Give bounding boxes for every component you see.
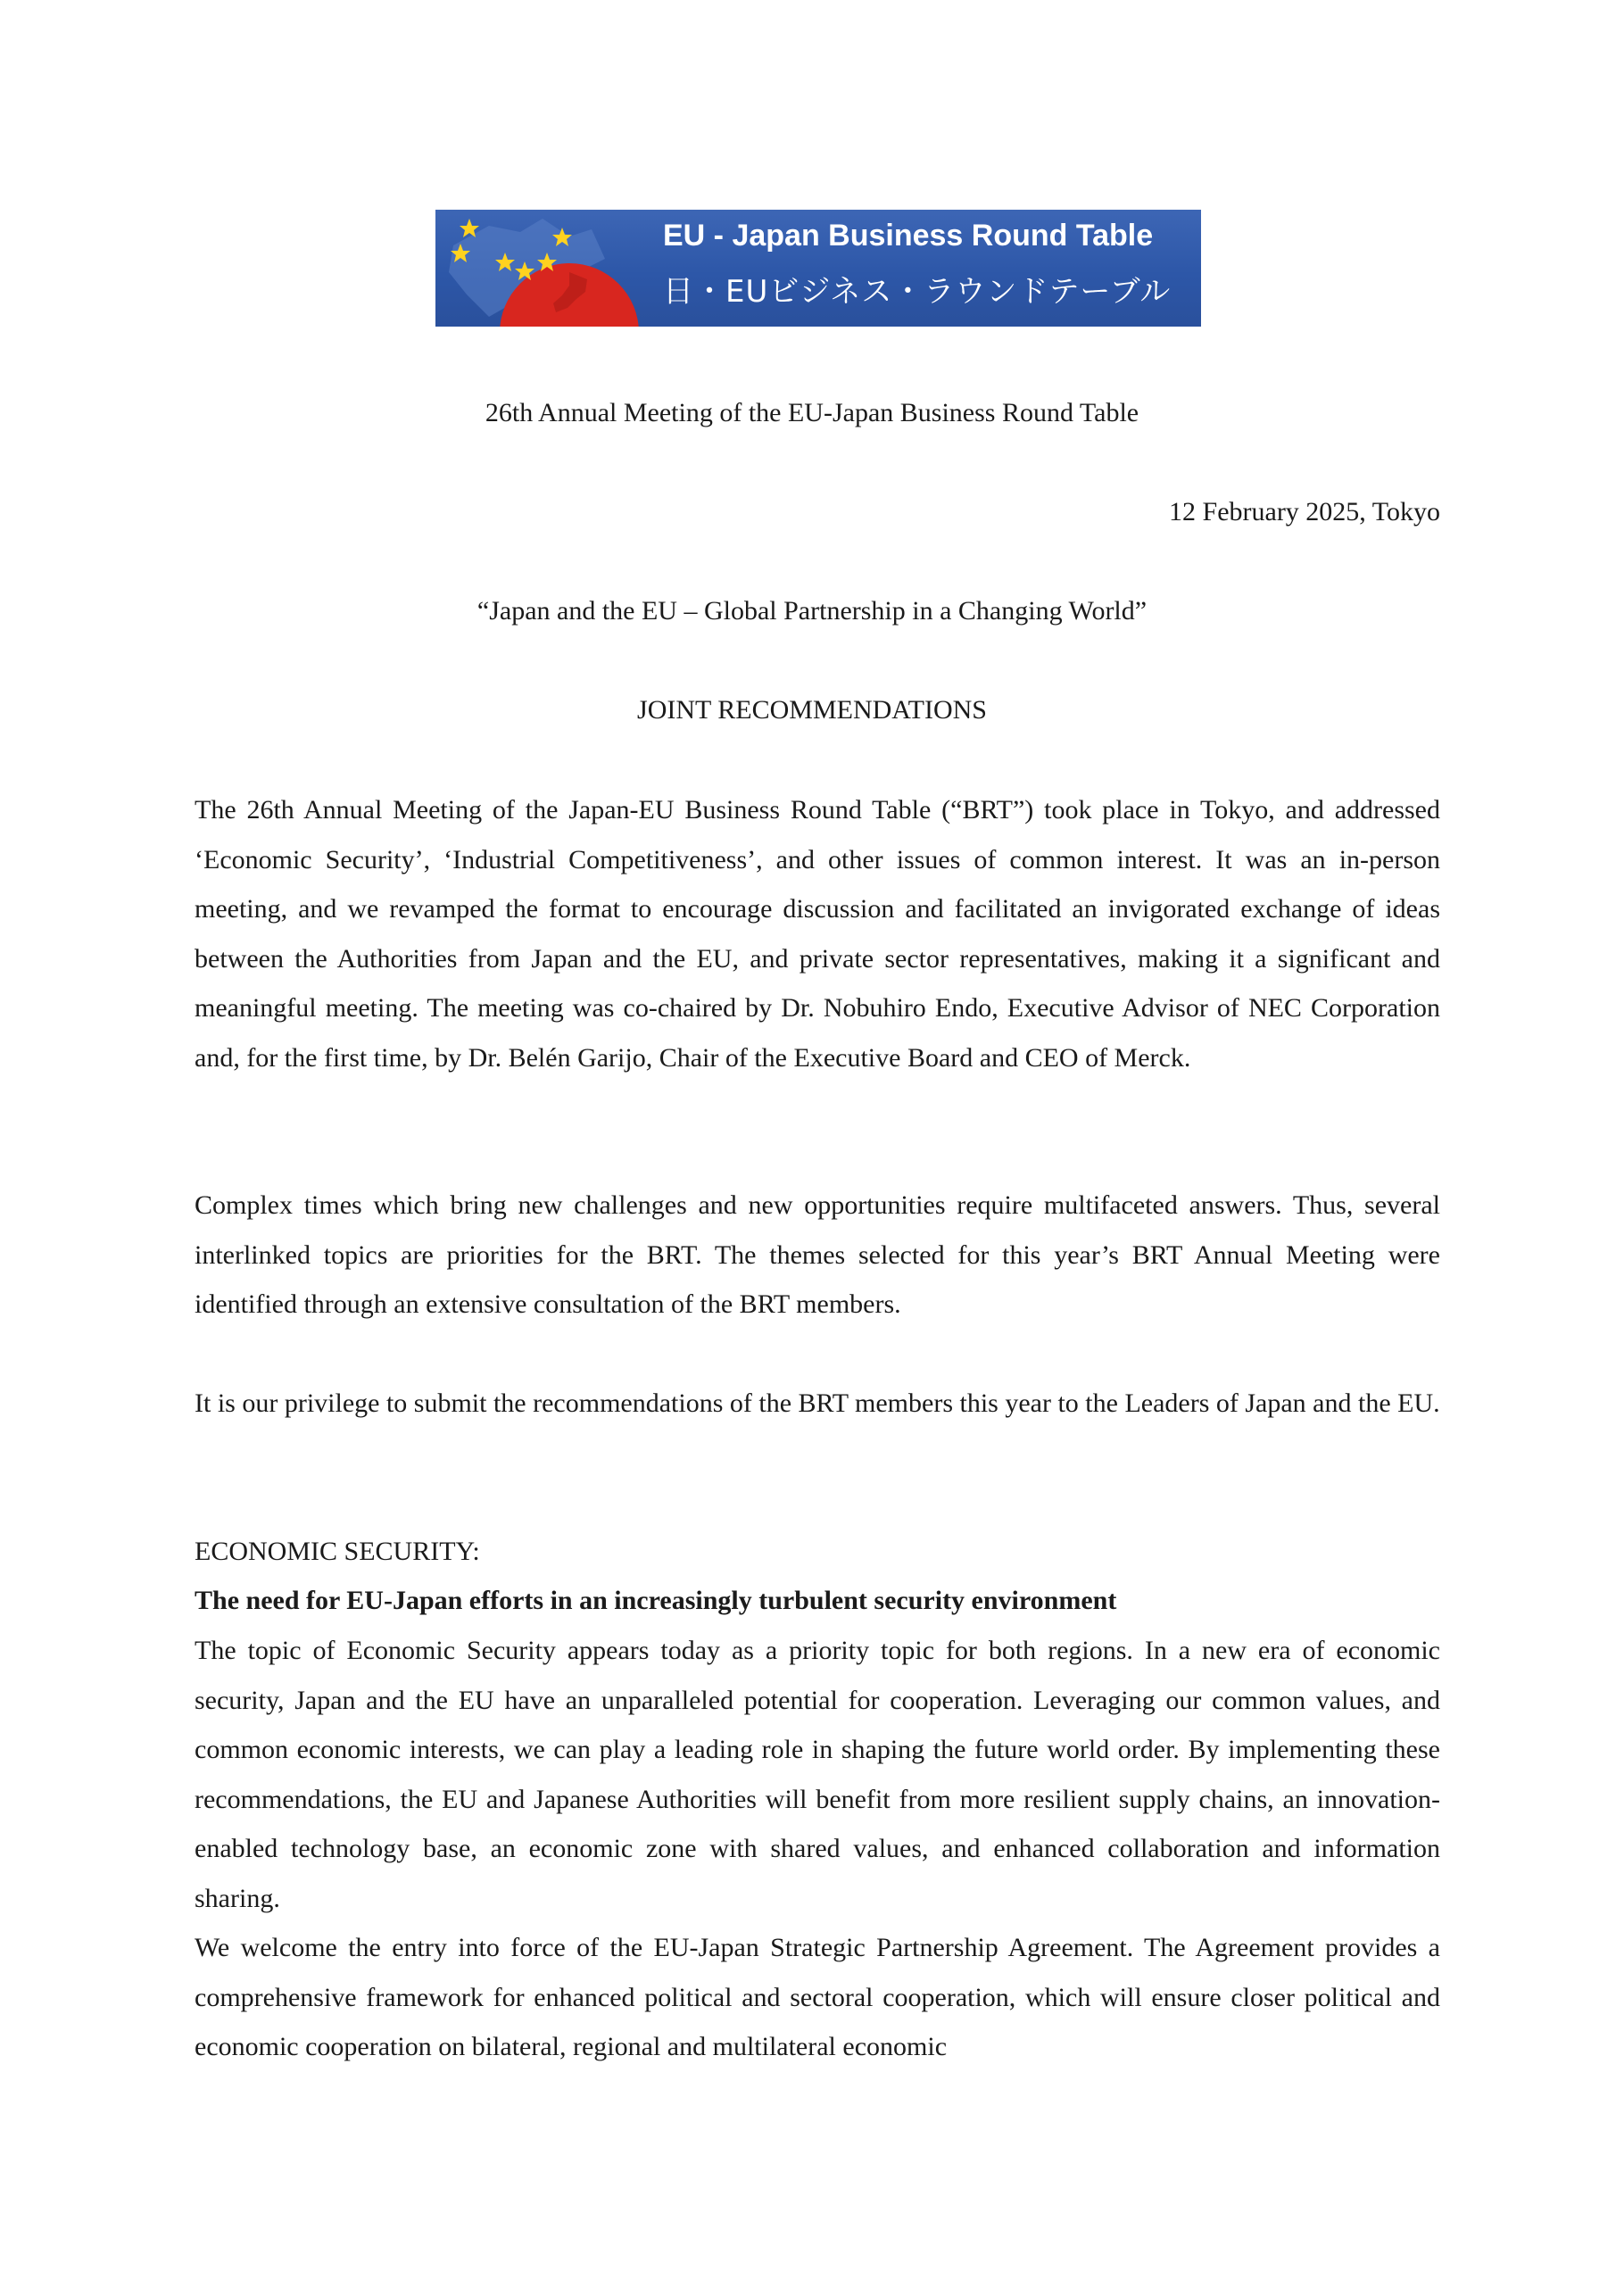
meeting-title: 26th Annual Meeting of the EU-Japan Business Round Table [485,398,1139,427]
section-heading: ECONOMIC SECURITY: [195,1537,480,1566]
themes-paragraph: Complex times which bring new challenges and new opportunities require multifaceted answers. Thus, several interlinked topics are priorities for the BRT. The themes selected for this year’s BRT Annual Meeting were identified through an extensive consultation of the BRT members. [195,1190,1440,1319]
doc-heading: JOINT RECOMMENDATIONS [637,695,987,725]
section-body-paragraph: The topic of Economic Security appears today as a priority topic for both regions. In a new era of economic security, Japan and the EU have an unparalleled potential for cooperation. Leveraging our common values, and common economic interests, we can play a leading role in shaping the future world order. By implementing these recommendations, the EU and Japanese Authorities will benefit from more resilient supply chains, an innovation-enabled technology base, an economic zone with shared values, and enhanced collaboration and information sharing. [195,1636,1440,1913]
theme-title: “Japan and the EU – Global Partnership in a Changing World” [476,596,1148,626]
intro-paragraph: The 26th Annual Meeting of the Japan-EU Business Round Table (“BRT”) took place in Tokyo, and addressed ‘Economic Security’, ‘Industrial Competitiveness’, and other issues of common interest. It was an in-person meeting, and we revamped the format to encourage discussion and facilitated an invigorated exchange of ideas between the Authorities from Japan and the EU, and private sector representatives, making it a significant and meaningful meeting. The meeting was co-chaired by Dr. Nobuhiro Endo, Executive Advisor of NEC Corporation and, for the first time, by Dr. Belén Garijo, Chair of the Executive Board and CEO of Merck. [195,795,1440,1073]
banner-title: EU - Japan Business Round Table [663,219,1154,253]
date-location: 12 February 2025, Tokyo [1169,497,1440,526]
banner-subtitle: 日・EUビジネス・ラウンドテーブル [663,274,1172,310]
eu-japan-brt-logo-banner [435,210,1201,327]
privilege-paragraph: It is our privilege to submit the recommendations of the BRT members this year to the Leaders of Japan and the EU. [195,1388,1440,1418]
section-subheading: The need for EU-Japan efforts in an increasingly turbulent security environment [195,1586,1117,1615]
section-body-paragraph: We welcome the entry into force of the EU-Japan Strategic Partnership Agreement. The Agreement provides a comprehensive framework for enhanced political and sectoral cooperation, which will ensure closer political and economic cooperation on bilateral, regional and multilateral economic [195,1933,1440,2061]
